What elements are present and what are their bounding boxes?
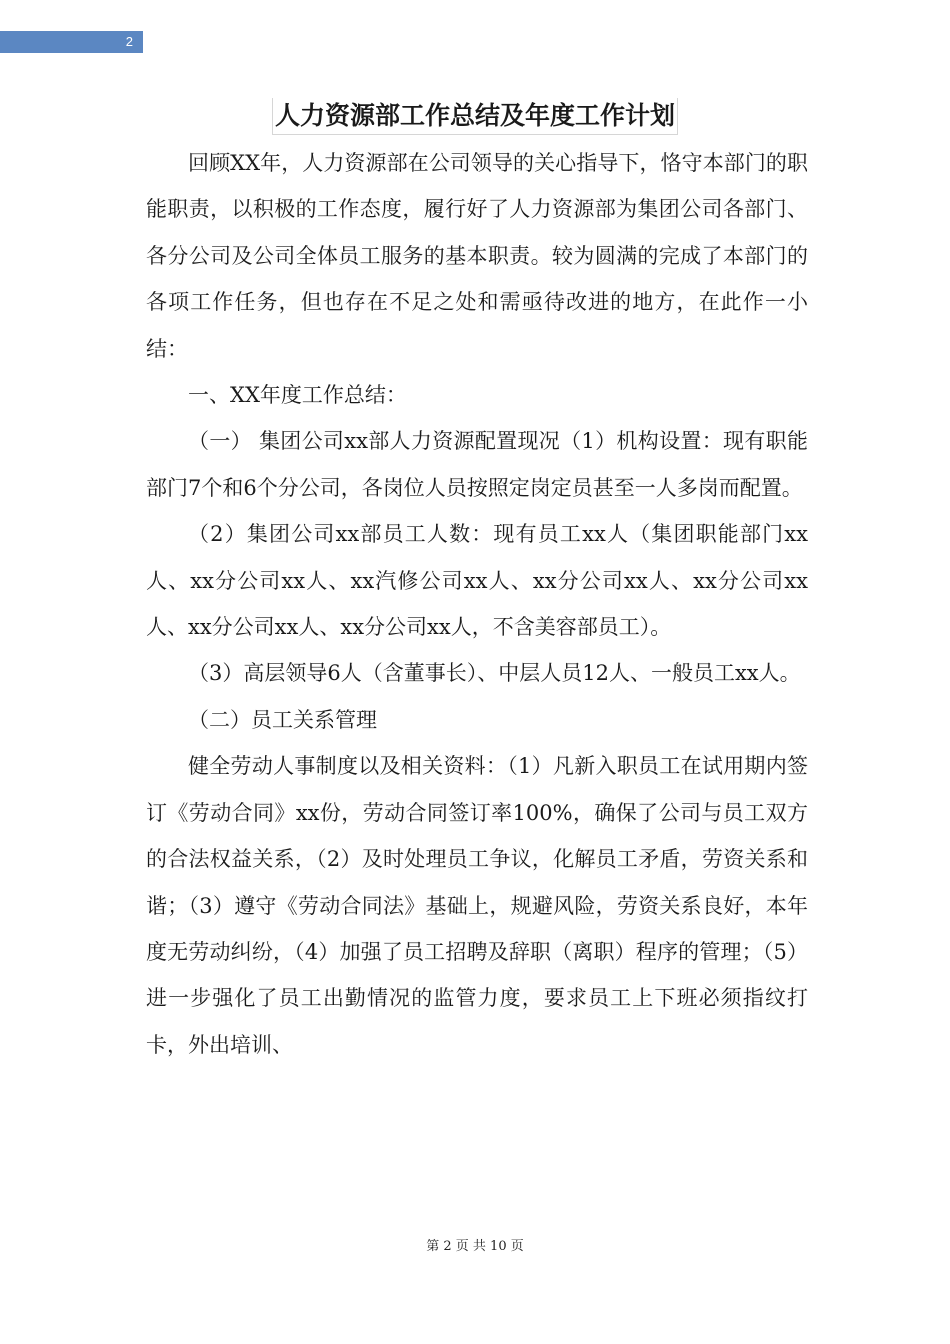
paragraph-subheading-2: （二）员工关系管理	[188, 707, 377, 732]
paragraph-section-heading-1: 一、XX年度工作总结：	[188, 383, 407, 408]
page-footer: 第 2 页 共 10 页	[426, 1239, 524, 1254]
paragraph-levels: （3）高层领导6人（含董事长）、中层人员12人、一般员工xx人。	[188, 661, 801, 686]
document-body	[146, 140, 808, 1068]
page-number-tab	[0, 31, 143, 53]
page-tab-number: 2	[125, 34, 133, 49]
paragraph-headcount: （2）集团公司xx部员工人数：现有员工xx人（集团职能部门xx人、xx分公司xx人、xx汽修公司xx人、xx分公司xx人、xx分公司xx人、xx分公司xx人、xx分公司xx人，不含美容部员工）。	[146, 522, 808, 640]
paragraph-intro: 回顾XX年，人力资源部在公司领导的关心指导下，恪守本部门的职能职责，以积极的工作态度，履行好了人力资源部为集团公司各部门、各分公司及公司全体员工服务的基本职责。较为圆满的完成了本部门的各项工作任务，但也存在不足之处和需亟待改进的地方，在此作一小结：	[146, 151, 808, 361]
paragraph-employee-relations: 健全劳动人事制度以及相关资料：（1）凡新入职员工在试用期内签订《劳动合同》xx份，劳动合同签订率100%，确保了公司与员工双方的合法权益关系，（2）及时处理员工争议，化解员工矛盾，劳资关系和谐；（3）遵守《劳动合同法》基础上，规避风险，劳资关系良好，本年度无劳动纠纷，（4）加强了员工招聘及辞职（离职）程序的管理；（5）进一步强化了员工出勤情况的监管力度，要求员工上下班必须指纹打卡，外出培训、	[146, 754, 808, 1057]
document-title: 人力资源部工作总结及年度工作计划	[272, 98, 678, 135]
title-area	[0, 98, 950, 135]
paragraph-staffing: （一） 集团公司xx部人力资源配置现况（1）机构设置：现有职能部门7个和6个分公司，各岗位人员按照定岗定员甚至一人多岗而配置。	[146, 429, 808, 500]
